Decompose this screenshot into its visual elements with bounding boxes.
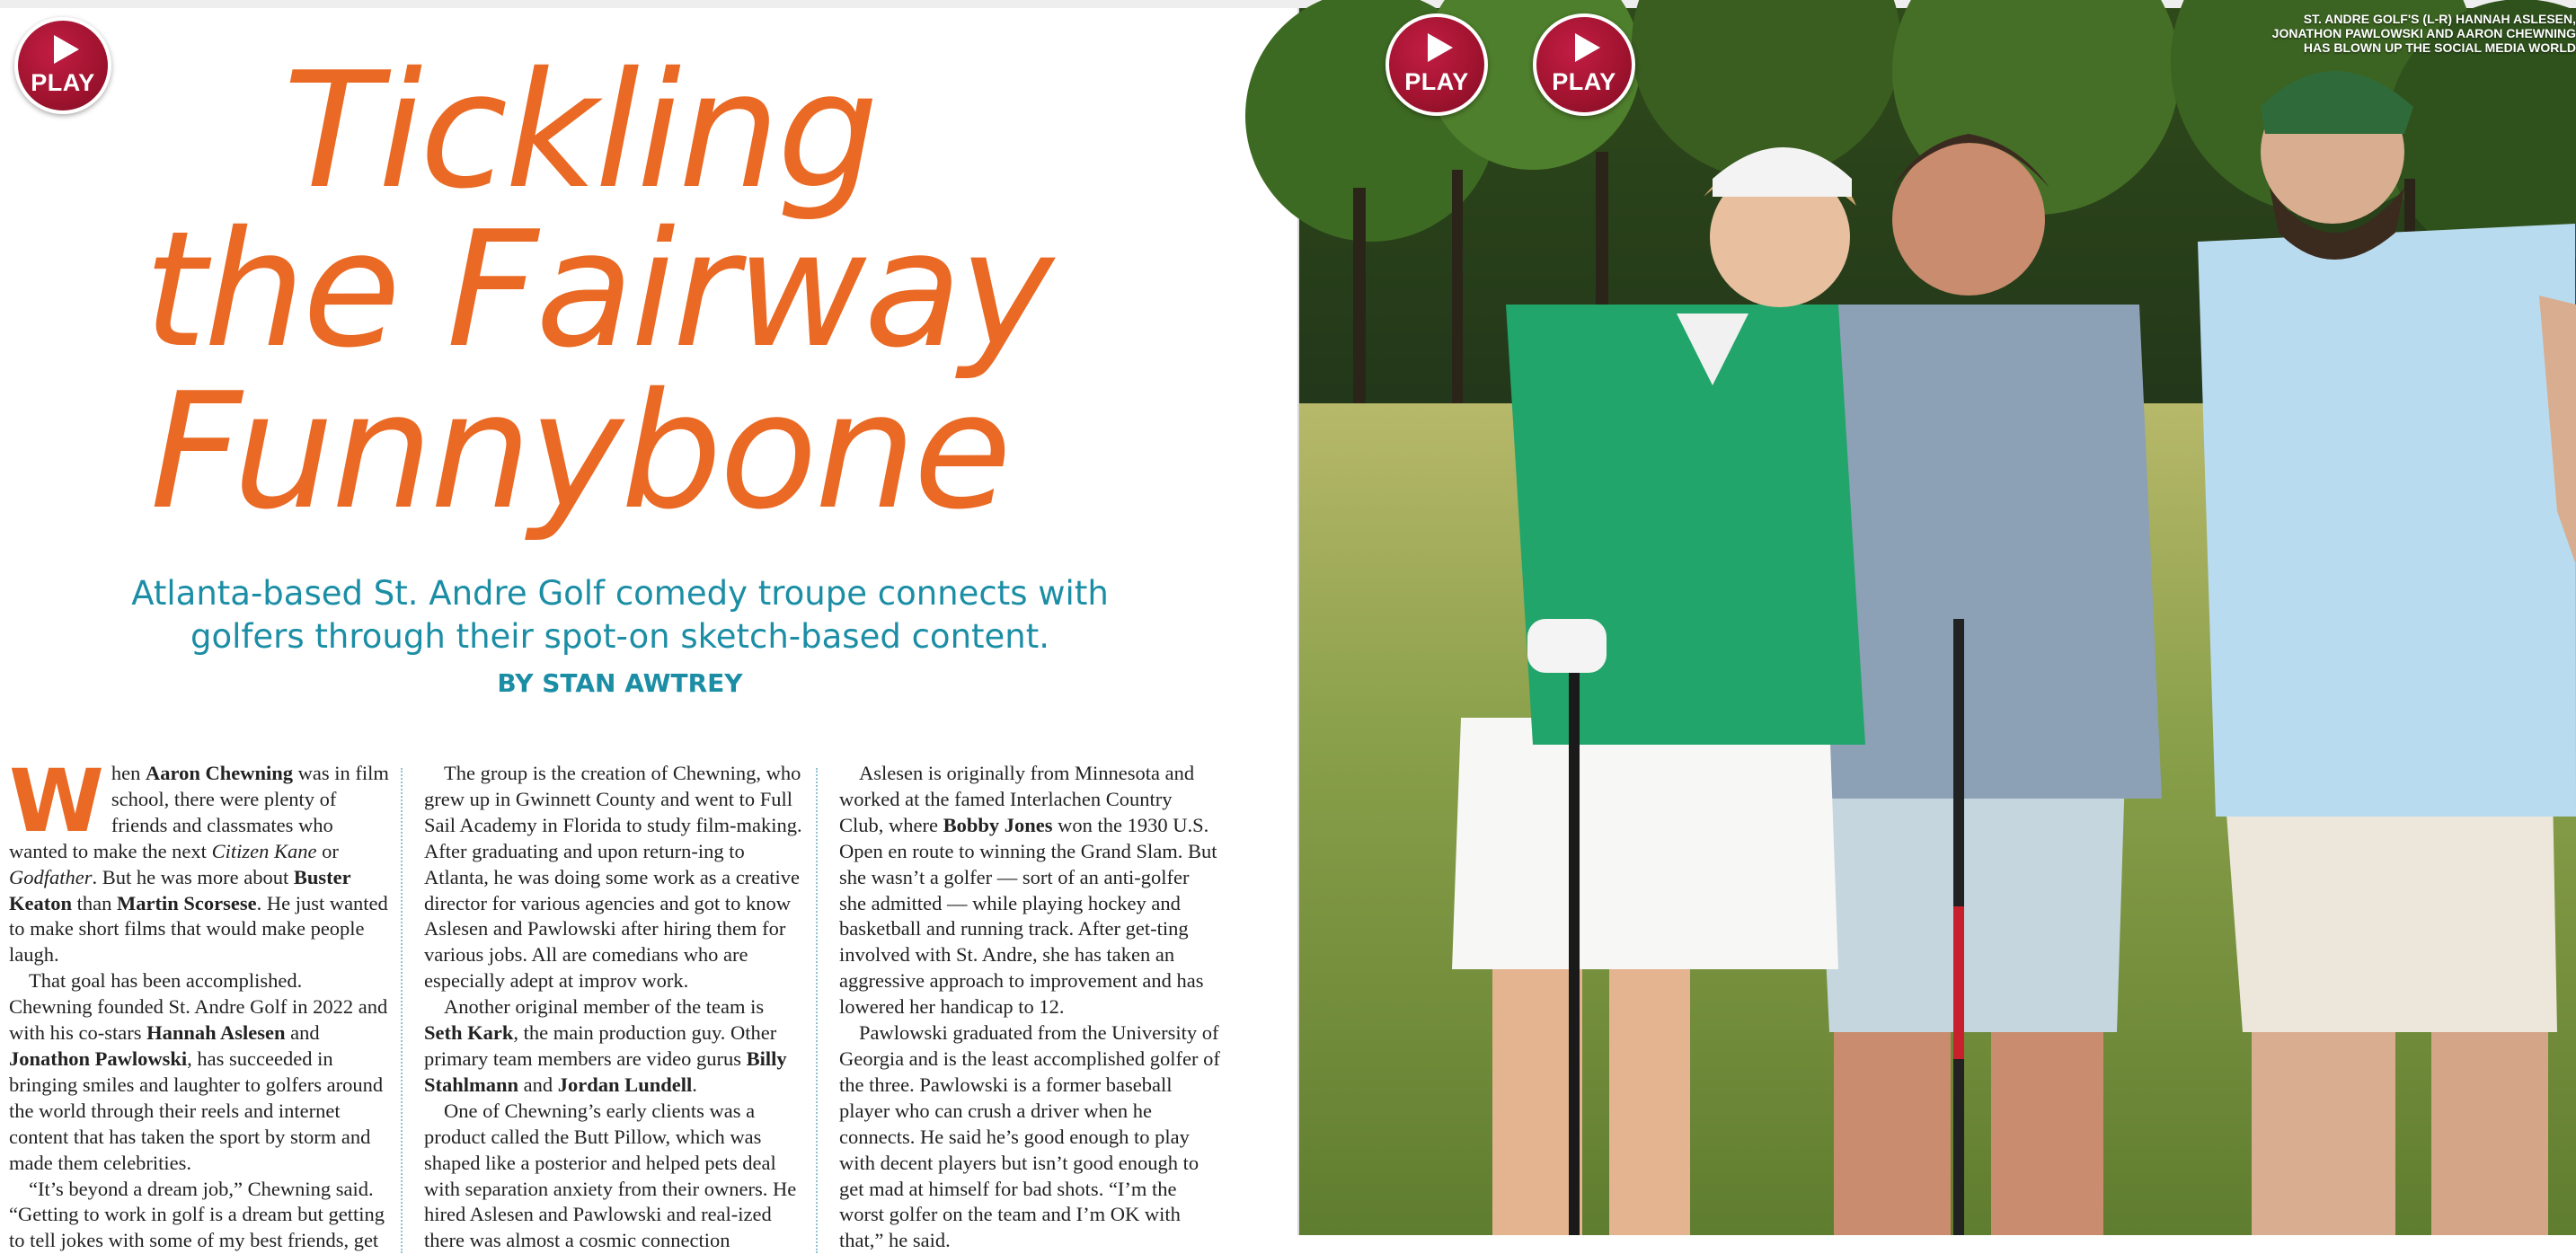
play-button-3[interactable] (1533, 13, 1635, 116)
headline-line-3: Funnybone (0, 372, 1195, 532)
left-page (0, 8, 1297, 1235)
play-button-label: PLAY (18, 69, 108, 97)
headline-line-1: Tickling (0, 51, 1195, 211)
article-column-2 (424, 761, 805, 1254)
subtitle-line-1: Atlanta-based St. Andre Golf comedy troupe connects with (36, 572, 1204, 615)
paragraph: When Aaron Chewning was in film school, there were plenty of friends and classmates who wanted to make the next Citizen Kane or Godfather. But he was more about Buster Keaton than Martin Scorsese. He just wanted to make short films that would make people laugh. (9, 761, 390, 968)
paragraph: Aslesen is originally from Minnesota and worked at the famed Interlachen Country Club, where Bobby Jones won the 1930 U.S. Open en route to winning the Grand Slam. But she wasn’t a golfer — sort of an anti-golfer she admitted — while playing hockey and basketball and running track. After get-ting involved with St. Andre, she has taken an aggressive approach to improvement and has lowered her handicap to 12. (839, 761, 1220, 1020)
column-divider (401, 768, 403, 1253)
right-page-photo (1299, 8, 2576, 1235)
headline-line-2: the Fairway (0, 210, 1213, 370)
drop-cap: W (9, 766, 104, 836)
golfer-right (2198, 71, 2576, 1235)
golfers-photo (1299, 8, 2576, 1235)
paragraph: That goal has been accomplished. Chewning founded St. Andre Golf in 2022 and with his co-stars Hannah Aslesen and Jonathon Pawlowski, has succeeded in bringing smiles and laughter to golfers around the world through their reels and internet content that has taken the sport by storm and made them celebrities. (9, 968, 390, 1176)
paragraph: One of Chewning’s early clients was a product called the Butt Pillow, which was shaped like a posterior and helped pets deal with separation anxiety from their owners. He hired Aslesen and Pawlowski and real-ized there was almost a cosmic connection (424, 1099, 805, 1254)
play-button-label: PLAY (1536, 68, 1632, 96)
paragraph: The group is the creation of Chewning, who grew up in Gwinnett County and went to Full Sail Academy in Florida to study film-making. After graduating and upon return-ing to Atlanta, he was doing some work as a creative director for various agencies and got to know Aslesen and Pawlowski after hiring them for various jobs. All are comedians who are especially adept at improv work. (424, 761, 805, 994)
article-column-1 (9, 761, 390, 1254)
subtitle-line-2: golfers through their spot-on sketch-based content. (36, 615, 1204, 658)
play-icon (1575, 33, 1600, 62)
play-button-label: PLAY (1389, 68, 1484, 96)
caption-line-1: ST. ANDRE GOLF'S (L-R) HANNAH ASLESEN, (2271, 12, 2576, 26)
byline: BY STAN AWTREY (36, 668, 1204, 698)
paragraph: “It’s beyond a dream job,” Chewning said. “Getting to work in golf is a dream but getting to tell jokes with some of my best friends, get (9, 1177, 390, 1254)
caption-line-3: HAS BLOWN UP THE SOCIAL MEDIA WORLD (2271, 40, 2576, 55)
play-button-2[interactable] (1385, 13, 1488, 116)
article-column-3 (839, 761, 1220, 1254)
caption-line-2: JONATHON PAWLOWSKI AND AARON CHEWNING (2271, 26, 2576, 40)
subtitle (36, 572, 1204, 658)
photo-caption (2271, 12, 2576, 55)
column-divider (816, 768, 818, 1253)
play-icon (1428, 33, 1453, 62)
paragraph: Another original member of the team is Seth Kark, the main production guy. Other primary team members are video gurus Billy Stahlmann and Jordan Lundell. (424, 994, 805, 1099)
paragraph: Pawlowski graduated from the University of Georgia and is the least accomplished golfer of the three. Pawlowski is a former baseball player who can crush a driver when he connects. He said he’s good enough to play with decent players but isn’t good enough to get mad at himself for bad shots. “I’m the worst golfer on the team and I’m OK with that,” he said. (839, 1020, 1220, 1254)
